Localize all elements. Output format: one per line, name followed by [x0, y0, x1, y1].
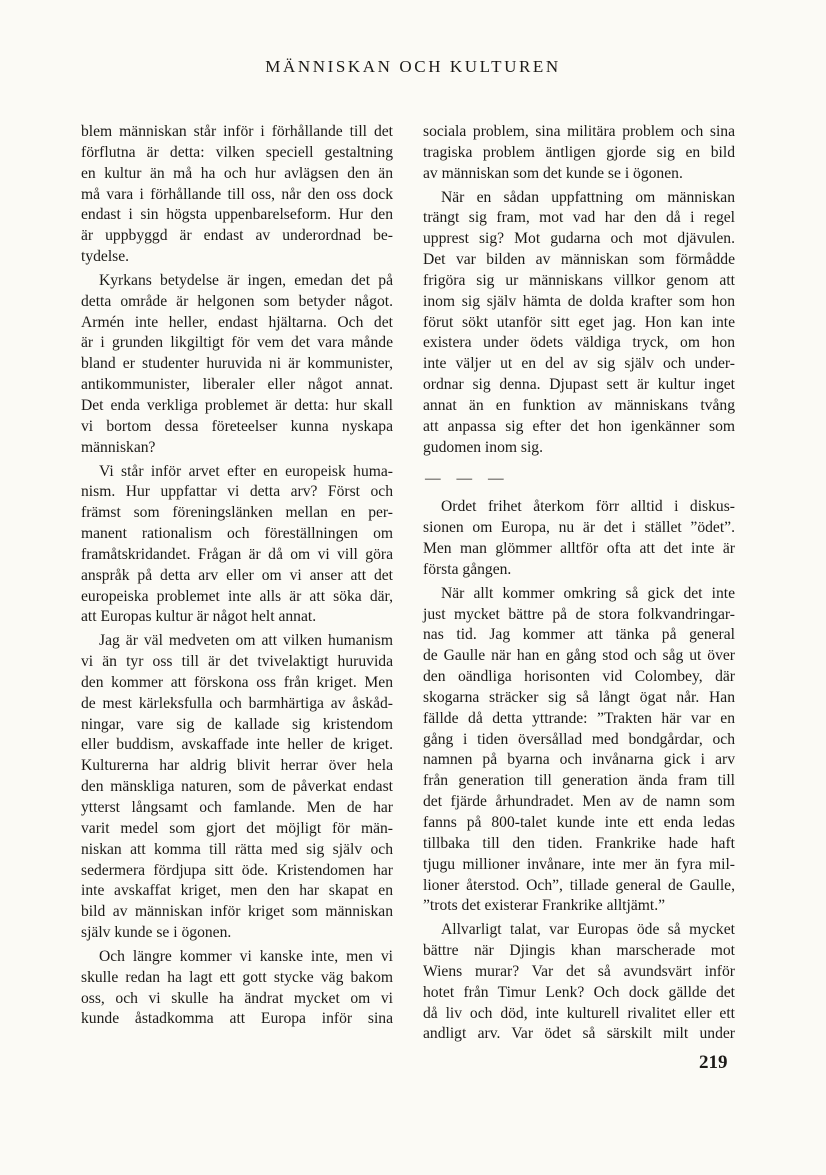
text-line: förut sökt utanför sitt eget jag. Hon kan inte: [423, 313, 735, 331]
text-line: inom sig själv hämta de dolda krafter som hon: [423, 292, 735, 310]
text-line: hotet från Timur Lenk? Och dock gällde det: [423, 983, 735, 1001]
paragraph: [423, 920, 735, 1045]
text-line: själv kunde se i ögonen.: [81, 924, 232, 942]
text-line: skulle redan ha lagt ett gott stycke väg bakom: [81, 968, 393, 986]
text-line: tydelse.: [81, 248, 130, 266]
text-line: inte väljer ut en del av sig själv och under-: [423, 355, 735, 373]
text-line: den kommer att förskona oss från kriget. Men: [81, 673, 393, 691]
text-line: upprest sig? Mot gudarna och mot djävulen.: [423, 230, 735, 248]
text-line: framåtskridandet. Frågan är då om vi vill göra: [81, 545, 393, 563]
text-line: främst som föreningslänken mellan en per-: [81, 504, 393, 522]
text-line: är i grunden likgiltigt för vem det vara månde: [81, 334, 393, 352]
text-line: det fjärde århundradet. Men av de namn som: [423, 793, 735, 811]
text-line: just mycket bättre på de stora folkvandringar-: [423, 605, 735, 623]
text-line: fanns på 800-talet kunde inte ett enda ledas: [423, 814, 735, 831]
text-line: sionen om Europa, nu är det i stället ”ödet”.: [423, 519, 735, 537]
text-line: inte avskaffat kriget, men den har skapat en: [81, 882, 393, 900]
text-line: en kultur än må ha och hur avlägsen den än: [81, 164, 393, 182]
text-line: andligt arv. Var ödet så särskilt milt under: [423, 1025, 735, 1043]
paragraph: [81, 947, 393, 1030]
paragraph: [423, 584, 735, 918]
text-line: tragiska problem äntligen gjorde sig en bild: [423, 143, 735, 161]
text-line: nism. Hur uppfattar vi detta arv? Först och: [81, 483, 393, 501]
text-line: Kyrkans betydelse är ingen, emedan det på: [99, 271, 393, 289]
text-line: När allt kommer omkring så gick det inte: [441, 584, 735, 602]
text-line: manent rationalism och föreställningen om: [81, 525, 393, 543]
text-line: existera under ödets väldiga tryck, om hon: [423, 334, 735, 352]
text-line: trängt sig fram, mot vad har den då i regel: [423, 209, 735, 227]
text-line: europeiska problemet inte alls är att söka där,: [81, 587, 393, 605]
text-line: vi än tyr oss till är det tvivelaktigt huruvida: [81, 653, 393, 671]
text-line: sociala problem, sina militära problem och sina: [423, 123, 735, 140]
text-line: Jag är väl medveten om att vilken humanism: [99, 632, 393, 650]
text-line: att Europas kultur är något helt annat.: [81, 608, 317, 626]
text-line: människan?: [81, 438, 156, 456]
right-text-column: [423, 122, 735, 1048]
text-line: annat än en funktion av människans tvång: [423, 396, 735, 414]
text-line: gudomen inom sig.: [423, 438, 543, 456]
text-line: fällde då detta yttrande: ”Trakten här var en: [423, 709, 735, 727]
text-line: av människan som det kunde se i ögonen.: [423, 164, 683, 182]
text-line: anspråk på detta arv eller om vi anser att det: [81, 566, 393, 584]
text-line: antikommunister, liberaler eller något annat.: [81, 376, 393, 394]
text-line: Allvarligt talat, var Europas öde så mycket: [441, 921, 735, 939]
paragraph: [423, 122, 735, 185]
text-line: blem människan står inför i förhållande till det: [81, 123, 393, 140]
text-line: de Gaulle när han en gång stod och såg ut över: [423, 647, 735, 665]
text-line: Det var bilden av människan som förmådde: [423, 251, 735, 269]
text-line: eller buddism, avskaffade inte heller de kriget.: [81, 736, 393, 754]
paragraph: [81, 462, 393, 629]
text-line: kunde åstadkomma att Europa inför sina: [81, 1010, 393, 1028]
text-line: Ordet frihet återkom förr alltid i diskus-: [441, 498, 735, 516]
text-line: att anpassa sig efter det hon igenkänner som: [423, 417, 735, 435]
text-line: Det enda verkliga problemet är detta: hur skall: [81, 396, 393, 414]
text-line: ordnar sig denna. Djupast sett är kultur inget: [423, 376, 735, 394]
text-line: vi bortom dessa företeelser kunna nyskapa: [81, 417, 393, 435]
paragraph: [423, 497, 735, 580]
text-line: bland er studenter huruvida ni är kommunister,: [81, 355, 393, 373]
text-line: bild av människan inför kriget som människan: [81, 903, 393, 921]
text-line: från generation till generation ända fram till: [423, 772, 735, 790]
left-text-column: [81, 122, 393, 1033]
text-line: Armén inte heller, endast hjältarna. Och det: [81, 313, 393, 331]
text-line: Och längre kommer vi kanske inte, men vi: [99, 947, 393, 965]
section-separator: — — —: [425, 469, 510, 487]
text-line: Vi står inför arvet efter en europeisk huma-: [99, 462, 393, 480]
text-line: tjugu millioner invånare, inte mer än fyra mil-: [423, 855, 735, 873]
paragraph: [81, 271, 393, 459]
text-line: När en sådan uppfattning om människan: [441, 188, 735, 206]
paragraph: [423, 188, 735, 459]
text-line: frigöra sig ur människans villkor genom att: [423, 271, 735, 289]
text-line: detta område är helgonen som betyder något.: [81, 292, 393, 310]
text-line: ningar, vare sig de kallade sig kristendom: [81, 715, 393, 733]
text-line: nas tid. Jag kommer att tänka på general: [423, 626, 735, 644]
text-line: förflutna är detta: vilken speciell gestaltning: [81, 143, 393, 161]
text-line: Men man glömmer alltför ofta att det inte är: [423, 540, 735, 558]
text-line: lioner återstod. Och”, tillade general de Gaulle,: [423, 876, 735, 894]
text-line: må vara i förhållande till oss, når den oss dock: [81, 185, 393, 203]
page-number: 219: [699, 1052, 728, 1073]
text-line: Kulturerna har aldrig blivit herrar över hela: [81, 757, 393, 775]
text-line: namnen på byarna och invånarna gick i arv: [423, 751, 735, 769]
text-line: första gången.: [423, 560, 512, 578]
text-line: då liv och död, inte kulturell rivalitet eller ett: [423, 1004, 735, 1022]
text-line: sedermera fördjupa sitt öde. Kristendomen har: [81, 861, 393, 879]
text-line: är uppbyggd är endast av underordnad be-: [81, 227, 393, 245]
text-line: gång i tiden översållad med bondgårdar, och: [423, 730, 735, 748]
paragraph: [81, 122, 393, 268]
text-line: den oändliga horisonten vid Colombey, där: [423, 668, 735, 686]
text-line: oss, och vi skulle ha ändrat mycket om vi: [81, 989, 393, 1007]
text-line: bättre när Djingis khan marscherade mot: [423, 942, 735, 960]
paragraph: [81, 631, 393, 944]
text-line: varit medel som gjort det möjligt för män-: [81, 819, 393, 837]
text-line: ytterst långsamt och famlande. Men de har: [81, 799, 393, 816]
running-header: MÄNNISKAN OCH KULTUREN: [265, 57, 561, 76]
text-line: tillbaka till den tiden. Frankrike hade haft: [423, 834, 735, 852]
text-line: de mest kärleksfulla och barmhärtiga av åskåd-: [81, 694, 393, 712]
text-line: den mänskliga naturen, som de påverkat endast: [81, 778, 393, 796]
text-line: skogarna sträcker sig så långt ögat når. Han: [423, 688, 735, 706]
text-line: Wiens murar? Var det så avundsvärt inför: [423, 962, 735, 980]
text-line: ”trots det existerar Frankrike alltjämt.”: [423, 897, 666, 915]
text-line: endast i sin högsta uppenbarelseform. Hur den: [81, 206, 393, 224]
text-line: niskan att komma till rätta med sig själv och: [81, 840, 393, 858]
